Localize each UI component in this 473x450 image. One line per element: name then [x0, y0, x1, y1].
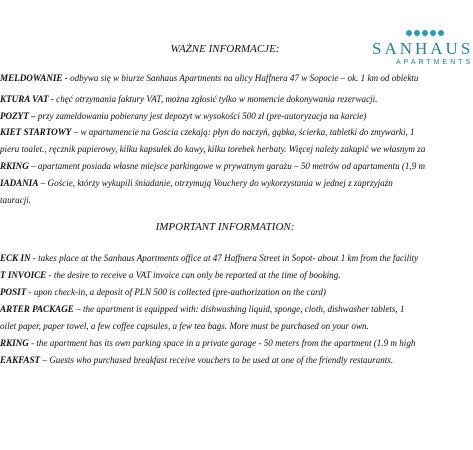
- pl-line-breakfast-cont: tauracji.: [0, 195, 32, 205]
- pl-line-parking: RKING – apartament posiada własne miejsce parkingowe w prywatnym garażu – 50 metrów od apartamentu (1,9 m: [0, 161, 426, 171]
- pl-line-starter-cont: pieru toalet., ręcznik papierowy, kilku kapsułek do kawy, kilku torebek herbaty. Więcej należy zakupić we własnym za: [0, 144, 426, 154]
- en-line-checkin: ECK IN - takes place at the Sanhaus Apartments office at 47 Haffnera Street in Sopot- about 1 km from the facility: [0, 253, 419, 263]
- pl-line-deposit: POZYT – przy zameldowaniu pobierany jest depozyt w wysokości 500 zł (pre-autoryzacja na karcie): [0, 111, 367, 121]
- en-line-starter: ARTER PACKAGE – the apartment is equipped with: dishwashing liquid, sponge, cloth, dishwasher tablets, 1: [0, 304, 405, 314]
- english-heading: IMPORTANT INFORMATION:: [155, 221, 295, 233]
- polish-heading: WAŻNE INFORMACJE:: [170, 43, 280, 55]
- pl-line-checkin: MELDOWANIE - odbywa się w biurze Sanhaus Apartments na ulicy Haffnera 47 w Sopocie – ok. 1 km od obiektu: [0, 73, 419, 83]
- logo-subtitle: APARTMENTS: [396, 59, 473, 66]
- en-line-invoice: T INVOICE - the desire to receive a VAT invoice can only be reported at the time of booking.: [0, 270, 341, 280]
- en-line-starter-cont: oilet paper, paper towel, a few coffee capsules, a few tea bags. More must be purchased on your own.: [0, 321, 369, 331]
- pl-line-starter: KIET STARTOWY – w apartamencie na Gościa czekają: płyn do naczyń, gąbka, ścierka, tabletki do zmywarki, 1: [0, 127, 415, 137]
- en-line-breakfast: EAKFAST – Guests who purchased breakfast receive vouchers to be used at one of the friendly restaurants.: [0, 355, 394, 365]
- pl-line-invoice: KTURA VAT - chęć otrzymania faktury VAT, można zgłosić tylko w momencie dokonywania rezerwacji.: [0, 94, 378, 104]
- logo-dots-icon: [394, 30, 454, 38]
- en-line-deposit: POSIT - upon check-in, a deposit of PLN 500 is collected (pre-authorization on the card): [0, 287, 326, 297]
- en-line-parking: RKING - the apartment has its own parking space in a private garage - 50 meters from the apartment (1.9 m high: [0, 338, 416, 348]
- logo-name: SANHAUS: [372, 39, 473, 58]
- pl-line-breakfast: IADANIA – Goście, którzy wykupili śniadanie, otrzymują Vouchery do wykorzystania w jednej z zaprzyjaźn: [0, 178, 393, 188]
